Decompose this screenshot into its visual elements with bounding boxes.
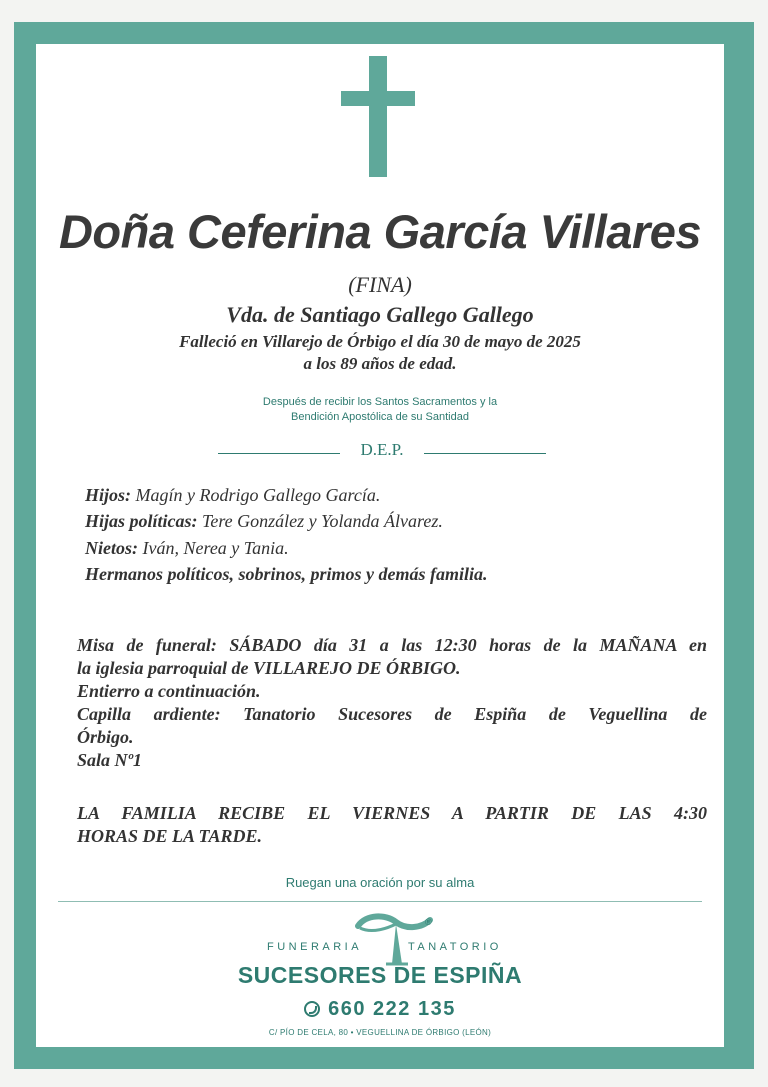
- family-label: Nietos:: [85, 538, 138, 558]
- deceased-nickname: (FINA): [348, 272, 412, 297]
- reception-line-1: LA FAMILIA RECIBE EL VIERNES A PARTIR DE LAS 4:30: [77, 803, 707, 823]
- family-label: Hijas políticas:: [85, 511, 198, 531]
- family-reception-info: [77, 802, 707, 848]
- phone-icon: [304, 1001, 320, 1017]
- widow-of: Vda. de Santiago Gallego Gallego: [226, 302, 534, 327]
- deceased-name: Doña Ceferina García Villares: [58, 205, 702, 258]
- service-line-2: la iglesia parroquial de VILLAREJO DE ÓRBIGO.: [77, 658, 461, 678]
- divider: [58, 901, 702, 902]
- registered-mark: ®: [425, 917, 432, 927]
- service-line-5: Órbigo.: [77, 727, 134, 747]
- service-line-6: Sala Nº1: [77, 750, 142, 770]
- family-others: Hermanos políticos, sobrinos, primos y demás familia.: [85, 564, 488, 584]
- death-age: a los 89 años de edad.: [303, 354, 457, 373]
- family-grandchildren: [85, 538, 289, 559]
- family-names: Tere González y Yolanda Álvarez.: [197, 511, 443, 531]
- funeraria-word: FUNERARIA: [267, 941, 363, 953]
- phone-row: [36, 998, 724, 1021]
- dep-label: D.E.P.: [360, 440, 404, 459]
- service-line-4: Capilla ardiente: Tanatorio Sucesores de Espiña de Veguellina de: [77, 704, 707, 724]
- funeral-service-info: [77, 634, 707, 772]
- service-line-3: Entierro a continuación.: [77, 681, 261, 701]
- sacraments-line-2: Bendición Apostólica de su Santidad: [291, 411, 469, 423]
- service-line-1: Misa de funeral: SÁBADO día 31 a las 12:30 horas de la MAÑANA en: [77, 635, 707, 655]
- obituary-sheet: [36, 44, 724, 1047]
- prayer-request: Ruegan una oración por su alma: [285, 875, 475, 890]
- sacraments-line-1: Después de recibir los Santos Sacramentos y la: [262, 396, 498, 408]
- death-place-date: Falleció en Villarejo de Órbigo el día 30 de mayo de 2025: [179, 332, 581, 351]
- funeral-home-address: C/ PÍO DE CELA, 80 • VEGUELLINA DE ÓRBIGO (LEÓN): [268, 1028, 492, 1037]
- family-children: [85, 485, 380, 506]
- cross-icon: [369, 56, 387, 177]
- family-names: Iván, Nerea y Tania.: [138, 538, 289, 558]
- family-label: Hijos:: [85, 485, 132, 505]
- dep-rule-left: [218, 453, 340, 454]
- funeral-home-name: SUCESORES DE ESPIÑA: [237, 962, 523, 988]
- family-names: Magín y Rodrigo Gallego García.: [131, 485, 381, 505]
- tanatorio-word: TANATORIO: [408, 941, 502, 953]
- reception-line-2: HORAS DE LA TARDE.: [77, 826, 263, 846]
- cross-icon-bar: [341, 91, 415, 106]
- phone-number: 660 222 135: [328, 998, 456, 1020]
- family-daughters-in-law: [85, 511, 443, 532]
- dep-rule-right: [424, 453, 546, 454]
